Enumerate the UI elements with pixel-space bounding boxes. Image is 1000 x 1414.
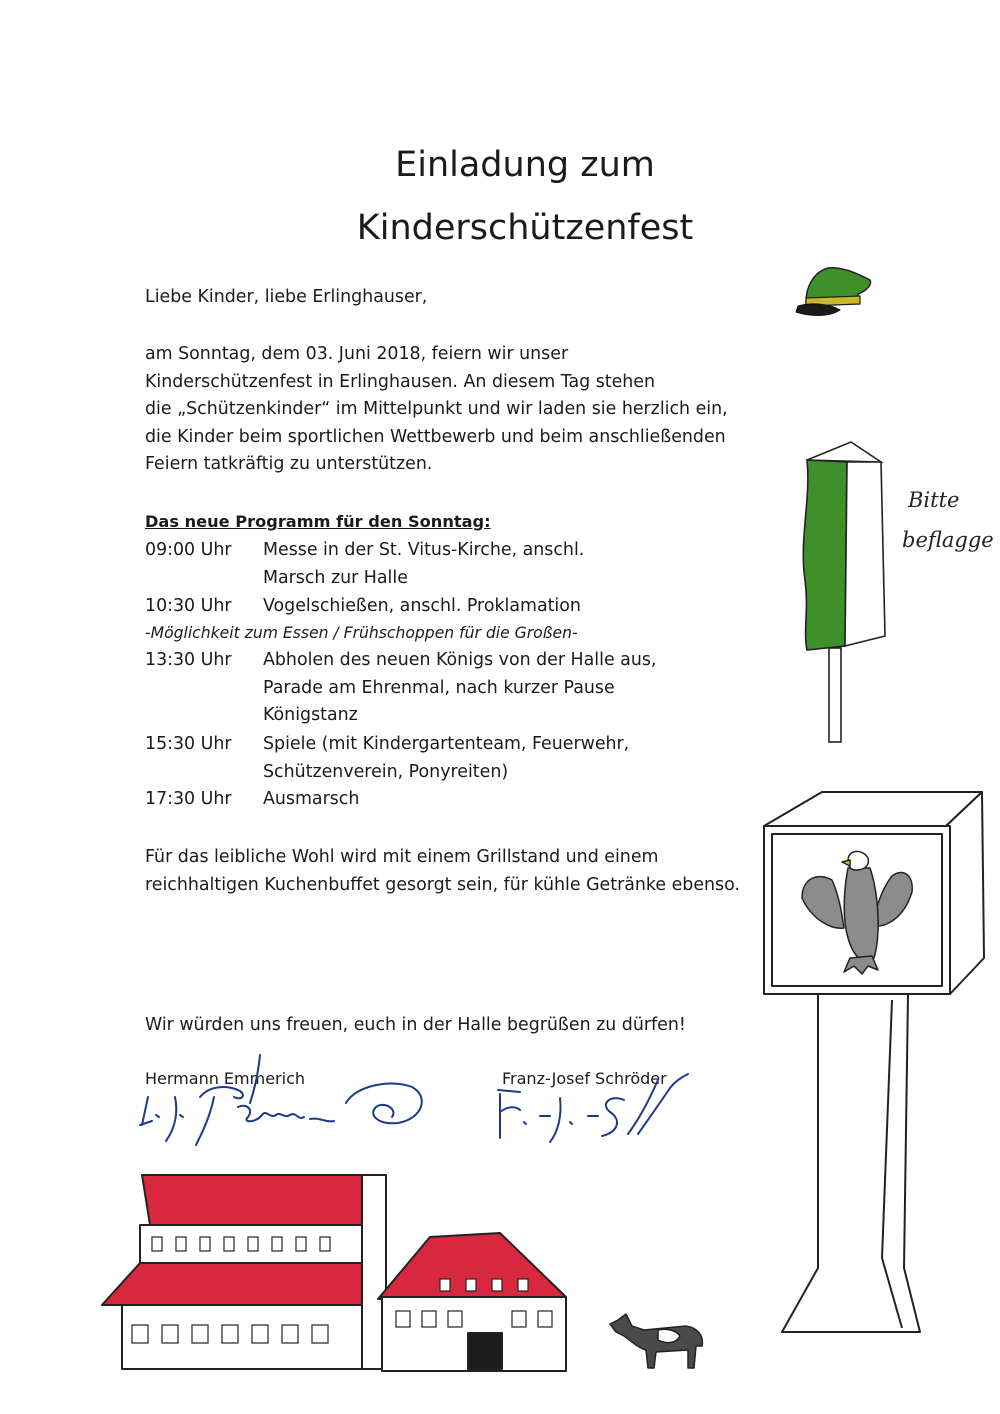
green-cap-icon xyxy=(784,262,880,322)
program-note: -Möglichkeit zum Essen / Frühschoppen für die Großen- xyxy=(145,624,578,642)
catering-line: reichhaltigen Kuchenbuffet gesorgt sein, für kühle Getränke ebenso. xyxy=(145,874,740,895)
program-line: Spiele (mit Kindergartenteam, Feuerwehr, xyxy=(263,734,630,754)
eagle-sign-icon xyxy=(752,788,988,1348)
program-line: Königstanz xyxy=(263,705,358,726)
program-time: 15:30 Uhr xyxy=(145,734,232,754)
program-time: 13:30 Uhr xyxy=(145,650,232,670)
program-time: 10:30 Uhr xyxy=(145,596,232,616)
program-line: Abholen des neuen Königs von der Halle aus, xyxy=(263,650,657,670)
catering-paragraph xyxy=(145,844,740,899)
program-time: 17:30 Uhr xyxy=(145,789,232,809)
signature-emmerich xyxy=(130,1045,430,1155)
title-line-1: Einladung zum xyxy=(395,145,655,185)
program-description xyxy=(263,593,581,621)
program-heading: Das neue Programm für den Sonntag: xyxy=(145,512,491,531)
program-description xyxy=(263,786,359,814)
program-description xyxy=(263,537,584,592)
intro-line: die „Schützenkinder“ im Mittelpunkt und wir laden sie herzlich ein, xyxy=(145,399,728,420)
program-line: Ausmarsch xyxy=(263,789,360,809)
title-line-2: Kinderschützenfest xyxy=(356,208,694,248)
pony-icon xyxy=(606,1310,710,1374)
signature-schroeder xyxy=(490,1060,710,1160)
greeting: Liebe Kinder, liebe Erlinghauser, xyxy=(145,287,428,307)
intro-line: Kinderschützenfest in Erlinghausen. An diesem Tag stehen xyxy=(145,371,656,392)
flag-note-line: Bitte xyxy=(908,488,960,512)
program-line: Schützenverein, Ponyreiten) xyxy=(263,761,509,782)
green-flag-icon xyxy=(785,440,895,750)
catering-line: Für das leibliche Wohl wird mit einem Grillstand und einem xyxy=(145,847,659,867)
program-time: 09:00 Uhr xyxy=(145,540,232,560)
closing-line: Wir würden uns freuen, euch in der Halle begrüßen zu dürfen! xyxy=(145,1015,686,1035)
intro-line: am Sonntag, dem 03. Juni 2018, feiern wir unser xyxy=(145,344,569,364)
signatory-name: Hermann Emmerich xyxy=(145,1069,306,1088)
program-description xyxy=(263,731,629,786)
flag-note-line: beflagge xyxy=(902,528,994,552)
program-line: Marsch zur Halle xyxy=(263,567,408,588)
program-line: Messe in der St. Vitus-Kirche, anschl. xyxy=(263,540,585,560)
hall-building-icon xyxy=(100,1165,600,1377)
intro-line: Feiern tatkräftig zu unterstützen. xyxy=(145,454,433,475)
program-description xyxy=(263,647,656,730)
signatory-name: Franz-Josef Schröder xyxy=(502,1069,667,1088)
program-line: Vogelschießen, anschl. Proklamation xyxy=(263,596,581,616)
intro-paragraph xyxy=(145,341,728,479)
intro-line: die Kinder beim sportlichen Wettbewerb und beim anschließenden xyxy=(145,426,726,447)
program-line: Parade am Ehrenmal, nach kurzer Pause xyxy=(263,677,615,698)
